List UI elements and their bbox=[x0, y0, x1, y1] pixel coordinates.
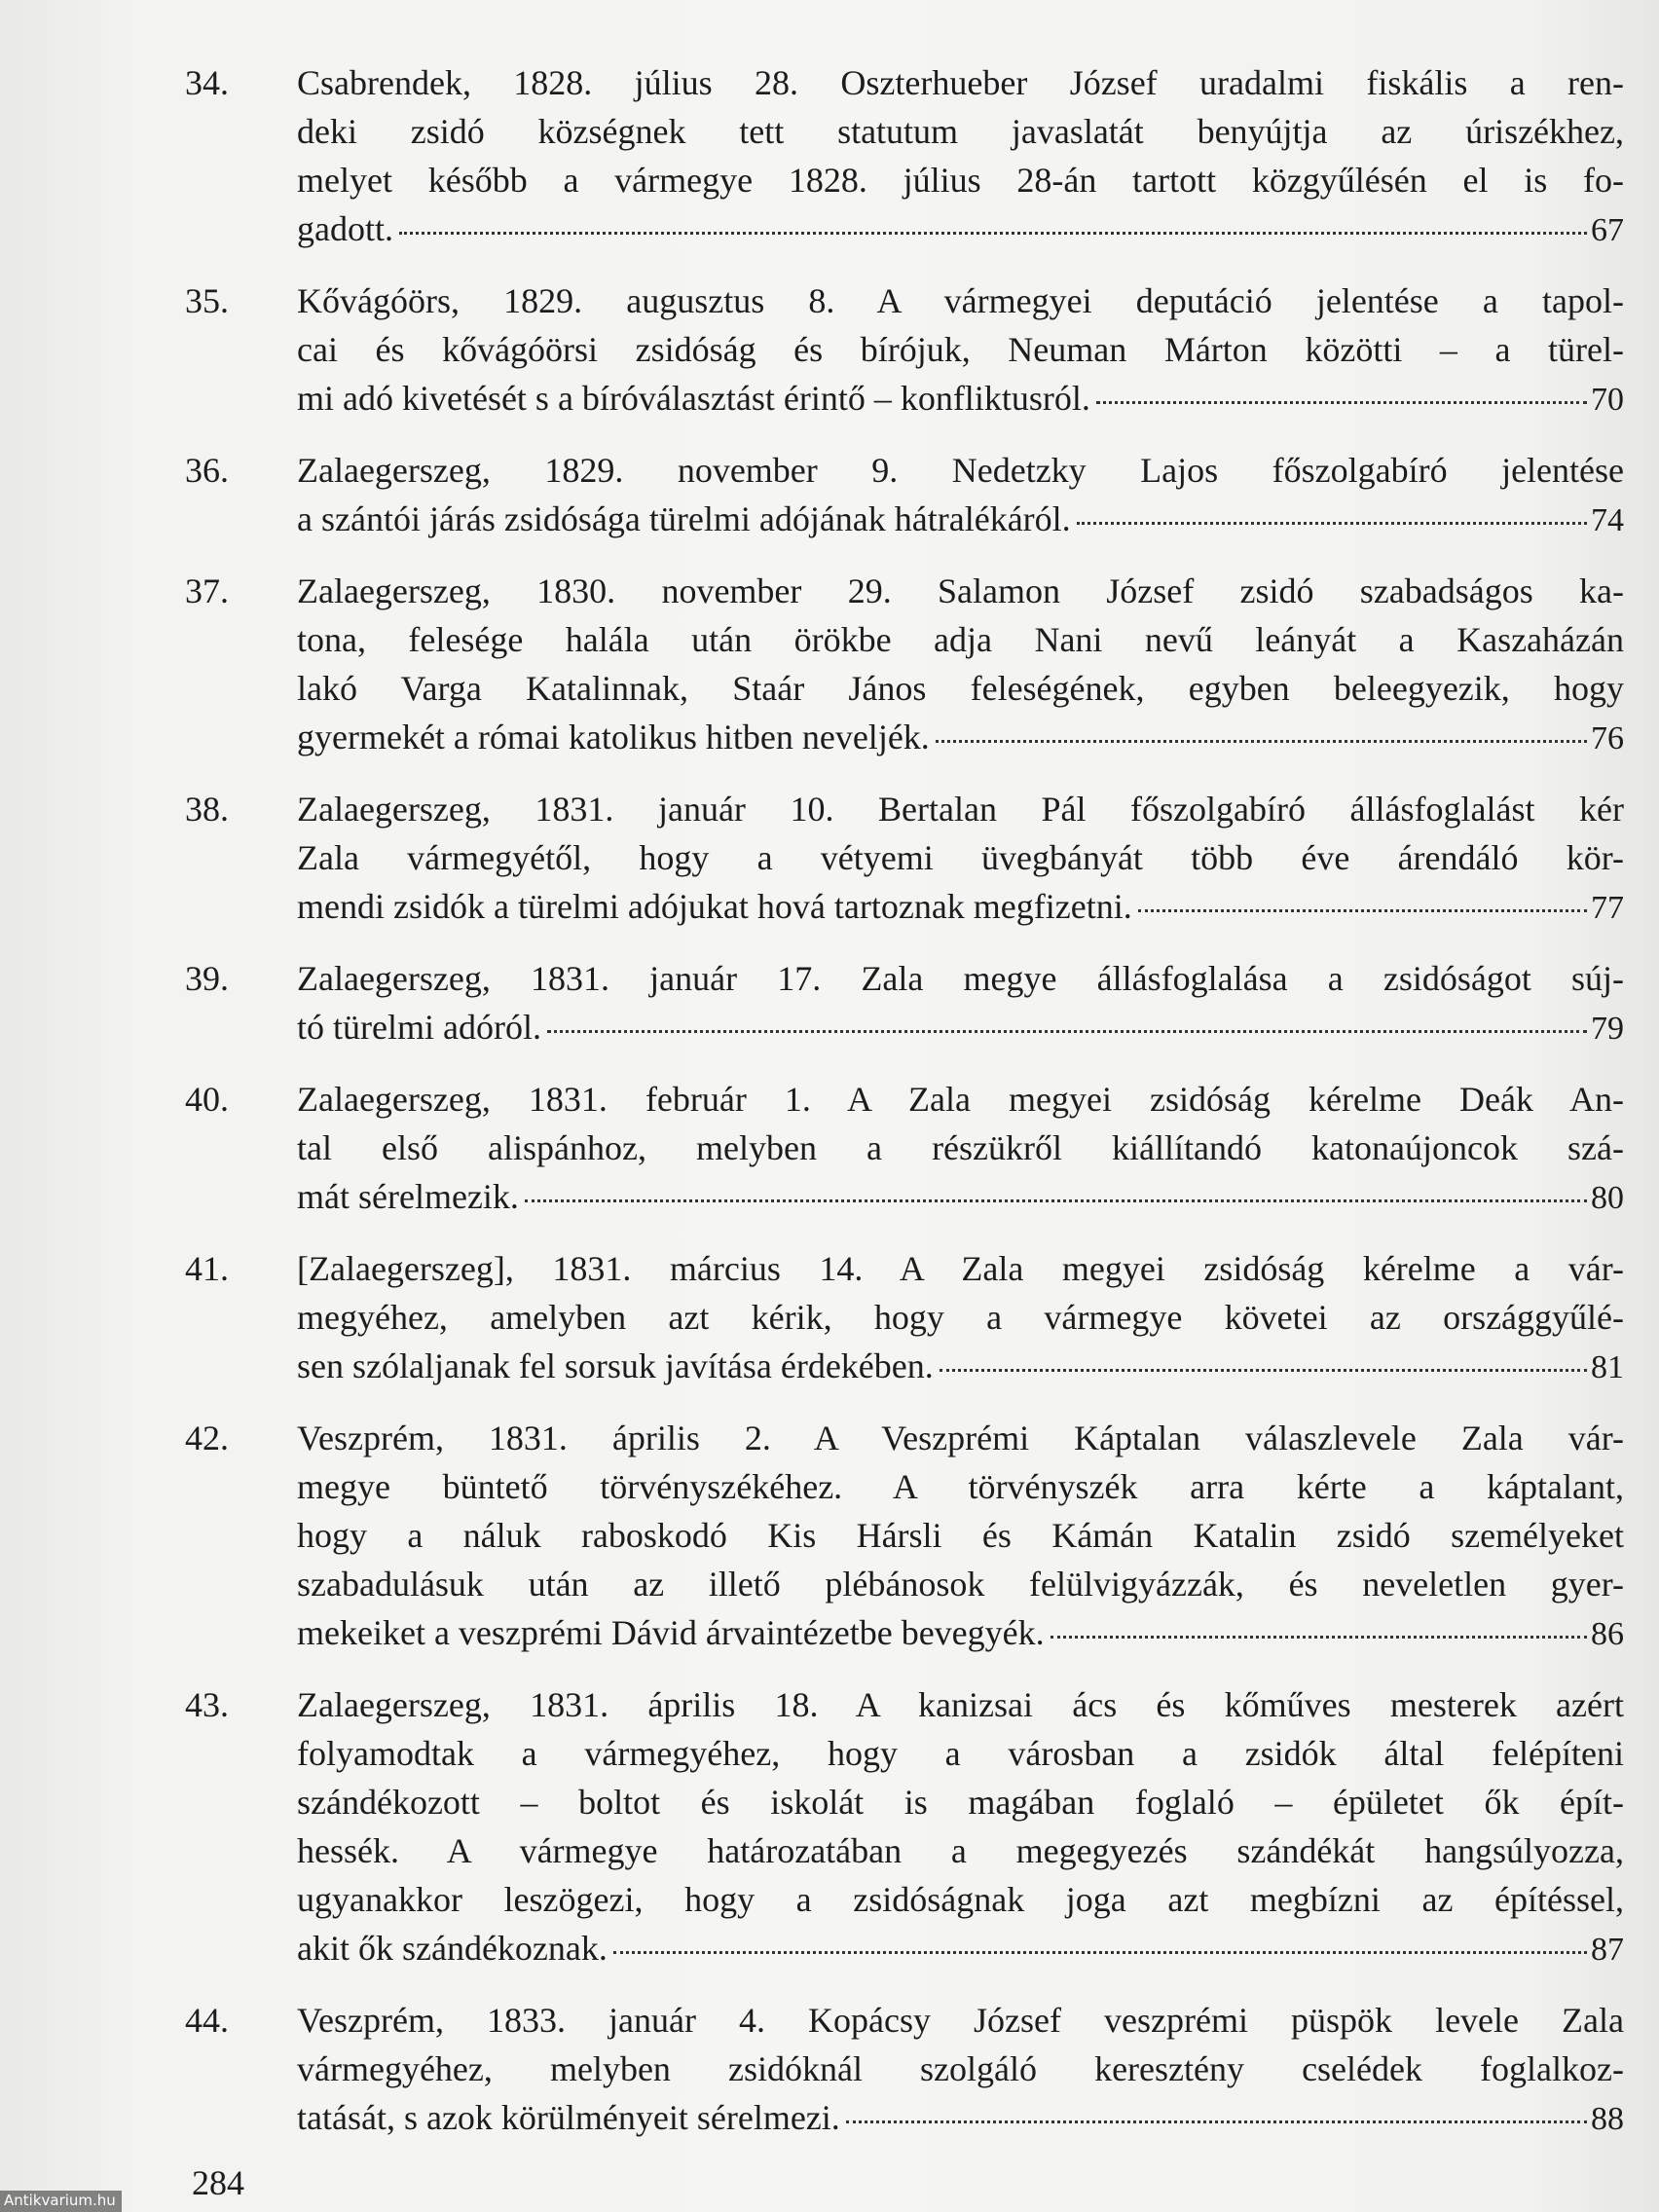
entry-last-text: akit ők szándékoznak. bbox=[297, 1929, 608, 1968]
entry-last-text: mendi zsidók a türelmi adójukat hová tartoznak megfizetni. bbox=[297, 887, 1132, 926]
entry-last-line bbox=[297, 1924, 1624, 1974]
dot-leader bbox=[1077, 522, 1587, 525]
entry-page-number: 67 bbox=[1591, 212, 1624, 248]
dot-leader bbox=[1051, 1636, 1587, 1639]
entry-last-line bbox=[297, 1172, 1624, 1223]
entry-page-number: 77 bbox=[1591, 890, 1624, 926]
page-number: 284 bbox=[192, 2163, 244, 2202]
toc-entry bbox=[185, 954, 1624, 1053]
entry-line: hogy a náluk raboskodó Kis Hársli és Kámán Katalin zsidó személyeket bbox=[297, 1516, 1624, 1555]
entry-line: cai és kővágóörsi zsidóság és bírójuk, Neuman Márton közötti – a türel- bbox=[297, 330, 1624, 369]
entry-last-text: mekeiket a veszprémi Dávid árvaintézetbe bevegyék. bbox=[297, 1613, 1045, 1652]
entry-last-line bbox=[297, 204, 1624, 255]
entry-last-line bbox=[297, 374, 1624, 424]
entry-number: 40. bbox=[185, 1080, 229, 1119]
entry-description bbox=[297, 1680, 1624, 1974]
entry-last-text: tó türelmi adóról. bbox=[297, 1008, 541, 1047]
toc-entry bbox=[185, 1244, 1624, 1392]
entry-last-text: gyermekét a római katolikus hitben neveljék. bbox=[297, 718, 930, 756]
entry-last-line bbox=[297, 713, 1624, 763]
entry-line: szándékozott – boltot és iskolát is magában foglaló – épületet ők épít- bbox=[297, 1783, 1624, 1822]
entry-page-number: 70 bbox=[1591, 382, 1624, 418]
entry-description bbox=[297, 1996, 1624, 2144]
entry-description bbox=[297, 58, 1624, 255]
entry-line: Veszprém, 1833. január 4. Kopácsy József veszprémi püspök levele Zala bbox=[297, 2001, 1624, 2040]
entry-page-number: 74 bbox=[1591, 502, 1624, 538]
entry-last-text: gadott. bbox=[297, 209, 393, 248]
toc-entry bbox=[185, 1996, 1624, 2144]
dot-leader bbox=[525, 1199, 1587, 1202]
entry-description bbox=[297, 785, 1624, 933]
entry-last-text: sen szólaljanak fel sorsuk javítása érdekében. bbox=[297, 1346, 934, 1385]
entry-page-number: 88 bbox=[1591, 2101, 1624, 2137]
dot-leader bbox=[846, 2120, 1587, 2123]
entry-line: tona, felesége halála után örökbe adja Nani nevű leányát a Kaszaházán bbox=[297, 620, 1624, 659]
dot-leader bbox=[399, 232, 1587, 235]
entry-page-number: 80 bbox=[1591, 1180, 1624, 1216]
dot-leader bbox=[1096, 401, 1587, 404]
entry-last-line bbox=[297, 882, 1624, 933]
toc-entry bbox=[185, 567, 1624, 763]
entry-description bbox=[297, 276, 1624, 424]
entry-line: Zalaegerszeg, 1831. április 18. A kanizsai ács és kőműves mesterek azért bbox=[297, 1685, 1624, 1724]
entry-description bbox=[297, 954, 1624, 1053]
toc-entry bbox=[185, 446, 1624, 545]
entry-line: megye büntető törvényszékéhez. A törvényszék arra kérte a káptalant, bbox=[297, 1467, 1624, 1506]
entry-line: melyet később a vármegye 1828. július 28-án tartott közgyűlésén el is fo- bbox=[297, 161, 1624, 200]
entry-line: Kővágóörs, 1829. augusztus 8. A vármegyei deputáció jelentése a tapol- bbox=[297, 281, 1624, 320]
entry-number: 42. bbox=[185, 1419, 229, 1457]
entry-page-number: 81 bbox=[1591, 1349, 1624, 1385]
entry-line: megyéhez, amelyben azt kérik, hogy a vármegye követei az országgyűlé- bbox=[297, 1298, 1624, 1337]
entry-line: ugyanakkor leszögezi, hogy a zsidóságnak joga azt megbízni az építéssel, bbox=[297, 1880, 1624, 1919]
entry-description bbox=[297, 1414, 1624, 1659]
entry-last-line bbox=[297, 1003, 1624, 1053]
toc-entry bbox=[185, 1414, 1624, 1659]
entry-number: 39. bbox=[185, 959, 229, 998]
entry-number: 44. bbox=[185, 2001, 229, 2040]
entry-last-text: mi adó kivetését s a bíróválasztást érintő – konfliktusról. bbox=[297, 379, 1090, 418]
dot-leader bbox=[547, 1030, 1587, 1033]
entry-number: 36. bbox=[185, 451, 229, 490]
entry-line: Zalaegerszeg, 1831. január 17. Zala megye állásfoglalása a zsidóságot súj- bbox=[297, 959, 1624, 998]
entry-last-text: a szántói járás zsidósága türelmi adójának hátralékáról. bbox=[297, 499, 1071, 538]
entry-last-line bbox=[297, 1608, 1624, 1659]
entry-line: lakó Varga Katalinnak, Staár János feleségének, egyben beleegyezik, hogy bbox=[297, 669, 1624, 708]
dot-leader bbox=[1138, 909, 1587, 912]
entry-line: [Zalaegerszeg], 1831. március 14. A Zala megyei zsidóság kérelme a vár- bbox=[297, 1249, 1624, 1288]
entry-last-text: tatását, s azok körülményeit sérelmezi. bbox=[297, 2098, 840, 2137]
entry-last-line bbox=[297, 2093, 1624, 2144]
table-of-contents bbox=[0, 58, 1659, 2165]
entry-page-number: 87 bbox=[1591, 1932, 1624, 1968]
watermark: Antikvarium.hu bbox=[0, 2191, 122, 2212]
toc-entry bbox=[185, 785, 1624, 933]
entry-page-number: 86 bbox=[1591, 1616, 1624, 1652]
entry-number: 37. bbox=[185, 571, 229, 610]
entry-description bbox=[297, 1075, 1624, 1223]
entry-number: 35. bbox=[185, 281, 229, 320]
entry-line: Zalaegerszeg, 1829. november 9. Nedetzky Lajos főszolgabíró jelentése bbox=[297, 451, 1624, 490]
entry-line: Zalaegerszeg, 1830. november 29. Salamon József zsidó szabadságos ka- bbox=[297, 571, 1624, 610]
entry-line: tal első alispánhoz, melyben a részükről kiállítandó katonaújoncok szá- bbox=[297, 1128, 1624, 1167]
entry-line: Zalaegerszeg, 1831. február 1. A Zala megyei zsidóság kérelme Deák An- bbox=[297, 1080, 1624, 1119]
entry-line: Zala vármegyétől, hogy a vétyemi üvegbányát több éve árendáló kör- bbox=[297, 838, 1624, 877]
toc-entry bbox=[185, 58, 1624, 255]
entry-description bbox=[297, 567, 1624, 763]
entry-last-text: mát sérelmezik. bbox=[297, 1177, 519, 1216]
entry-line: Zalaegerszeg, 1831. január 10. Bertalan Pál főszolgabíró állásfoglalást kér bbox=[297, 790, 1624, 829]
entry-number: 34. bbox=[185, 63, 229, 102]
dot-leader bbox=[940, 1369, 1587, 1372]
entry-line: szabadulásuk után az illető plébánosok felülvigyázzák, és neveletlen gyer- bbox=[297, 1565, 1624, 1604]
entry-line: vármegyéhez, melyben zsidóknál szolgáló keresztény cselédek foglalkoz- bbox=[297, 2049, 1624, 2088]
entry-description bbox=[297, 446, 1624, 545]
entry-number: 41. bbox=[185, 1249, 229, 1288]
toc-entry bbox=[185, 1075, 1624, 1223]
entry-description bbox=[297, 1244, 1624, 1392]
dot-leader bbox=[613, 1951, 1587, 1954]
dot-leader bbox=[936, 740, 1587, 743]
toc-entry bbox=[185, 1680, 1624, 1974]
entry-line: Veszprém, 1831. április 2. A Veszprémi Káptalan válaszlevele Zala vár- bbox=[297, 1419, 1624, 1457]
entry-number: 43. bbox=[185, 1685, 229, 1724]
entry-last-line bbox=[297, 1342, 1624, 1392]
entry-line: folyamodtak a vármegyéhez, hogy a városban a zsidók által felépíteni bbox=[297, 1734, 1624, 1773]
entry-page-number: 76 bbox=[1591, 720, 1624, 756]
entry-last-line bbox=[297, 495, 1624, 545]
entry-number: 38. bbox=[185, 790, 229, 829]
entry-line: hessék. A vármegye határozatában a megegyezés szándékát hangsúlyozza, bbox=[297, 1831, 1624, 1870]
entry-line: deki zsidó községnek tett statutum javaslatát benyújtja az úriszékhez, bbox=[297, 112, 1624, 151]
toc-entry bbox=[185, 276, 1624, 424]
entry-line: Csabrendek, 1828. július 28. Oszterhueber József uradalmi fiskális a ren- bbox=[297, 63, 1624, 102]
entry-page-number: 79 bbox=[1591, 1011, 1624, 1047]
